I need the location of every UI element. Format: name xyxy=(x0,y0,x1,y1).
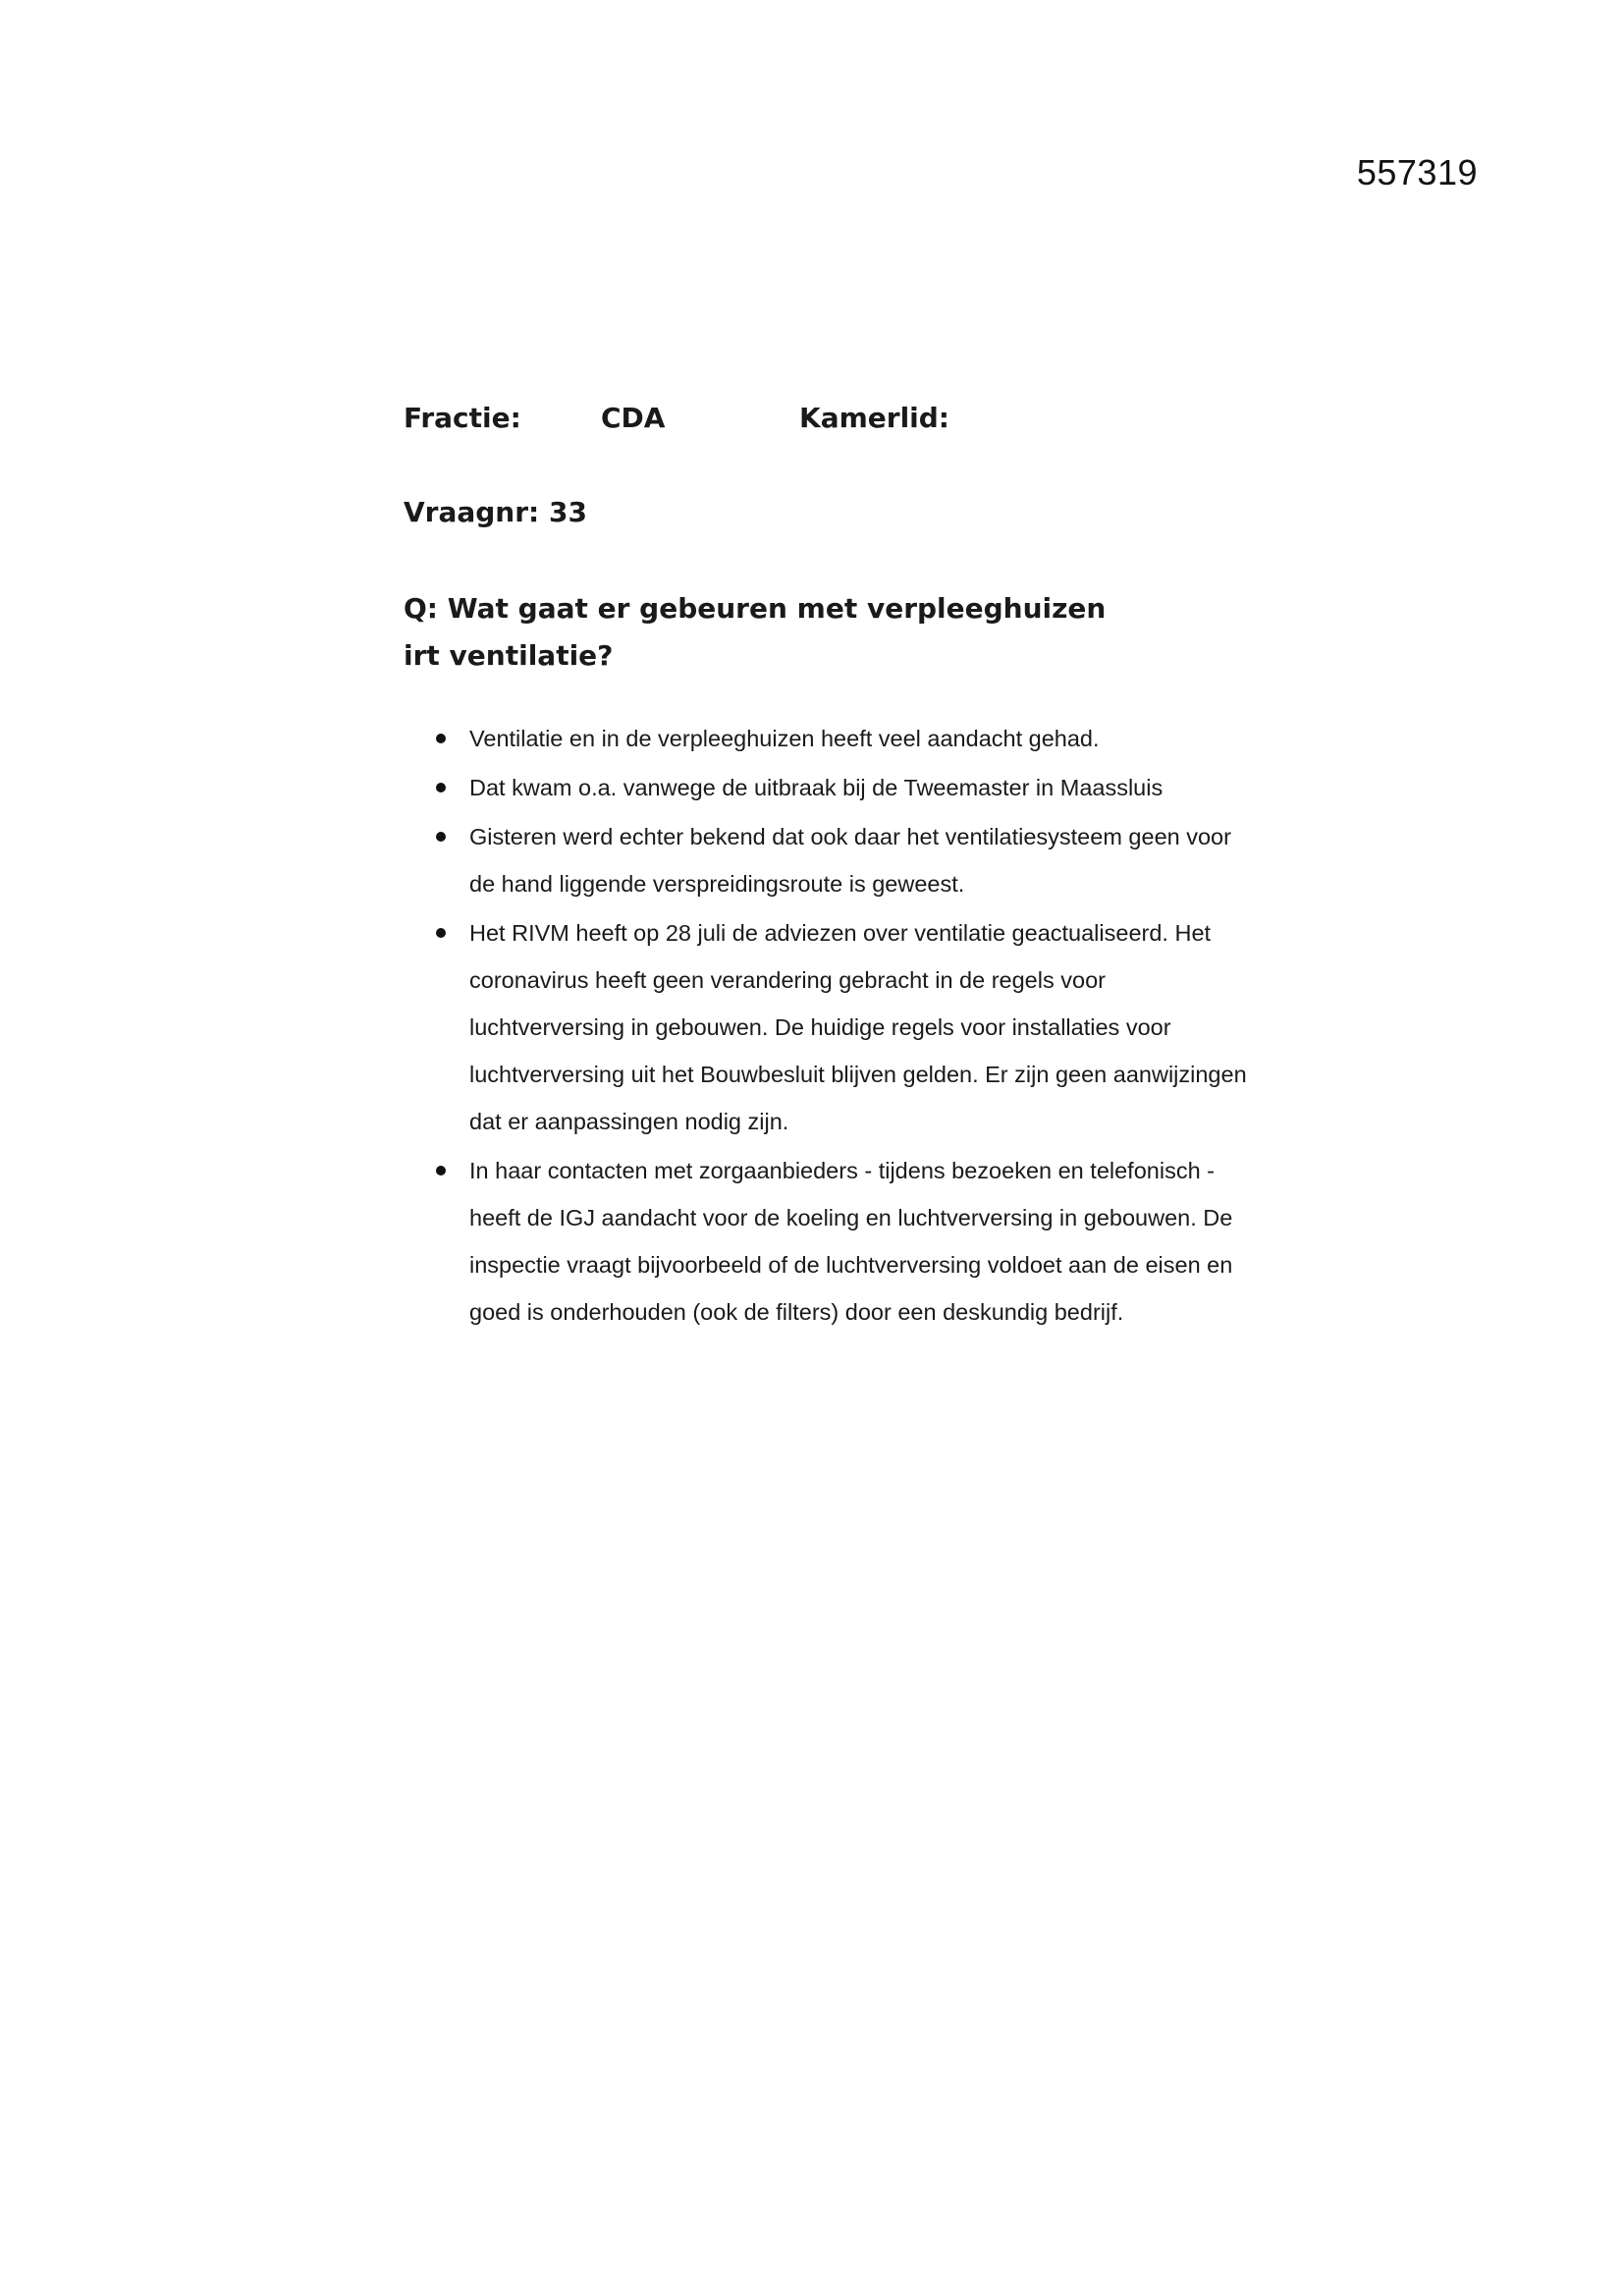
answer-text: Ventilatie en in de verpleeghuizen heeft veel aandacht gehad. xyxy=(469,726,1100,751)
bullet-icon xyxy=(436,734,446,743)
list-item xyxy=(404,715,1248,762)
fractie-value: CDA xyxy=(601,402,666,434)
list-item xyxy=(404,813,1248,907)
bullet-icon xyxy=(436,928,446,938)
question-number: Vraagnr: 33 xyxy=(404,496,587,528)
header-row xyxy=(404,402,1287,443)
answer-list xyxy=(404,715,1248,1338)
question-text: Q: Wat gaat er gebeuren met verpleeghuizen irt ventilatie? xyxy=(404,592,1107,672)
bullet-icon xyxy=(436,1166,446,1175)
list-item xyxy=(404,909,1248,1145)
answer-text: Het RIVM heeft op 28 juli de adviezen over ventilatie geactualiseerd. Het coronavirus heeft geen verandering gebracht in de regels voor luchtverversing in gebouwen. De huidige regels voor installaties voor luchtverversing uit het Bouwbesluit blijven gelden. Er zijn geen aanwijzingen dat er aanpassingen nodig zijn. xyxy=(469,920,1247,1134)
answer-text: In haar contacten met zorgaanbieders - tijdens bezoeken en telefonisch - heeft de IGJ aandacht voor de koeling en luchtverversing in gebouwen. De inspectie vraagt bijvoorbeeld of de luchtverversing voldoet aan de eisen en goed is onderhouden (ook de filters) door een deskundig bedrijf. xyxy=(469,1158,1233,1325)
list-item xyxy=(404,764,1248,811)
bullet-icon xyxy=(436,832,446,842)
bullet-icon xyxy=(436,783,446,793)
list-item xyxy=(404,1147,1248,1336)
answer-text: Dat kwam o.a. vanwege de uitbraak bij de Tweemaster in Maassluis xyxy=(469,775,1164,800)
fractie-label: Fractie: xyxy=(404,402,521,434)
answer-text: Gisteren werd echter bekend dat ook daar het ventilatiesysteem geen voor de hand liggende verspreidingsroute is geweest. xyxy=(469,824,1231,897)
kamerlid-label: Kamerlid: xyxy=(799,402,950,434)
document-number: 557319 xyxy=(1356,152,1478,192)
